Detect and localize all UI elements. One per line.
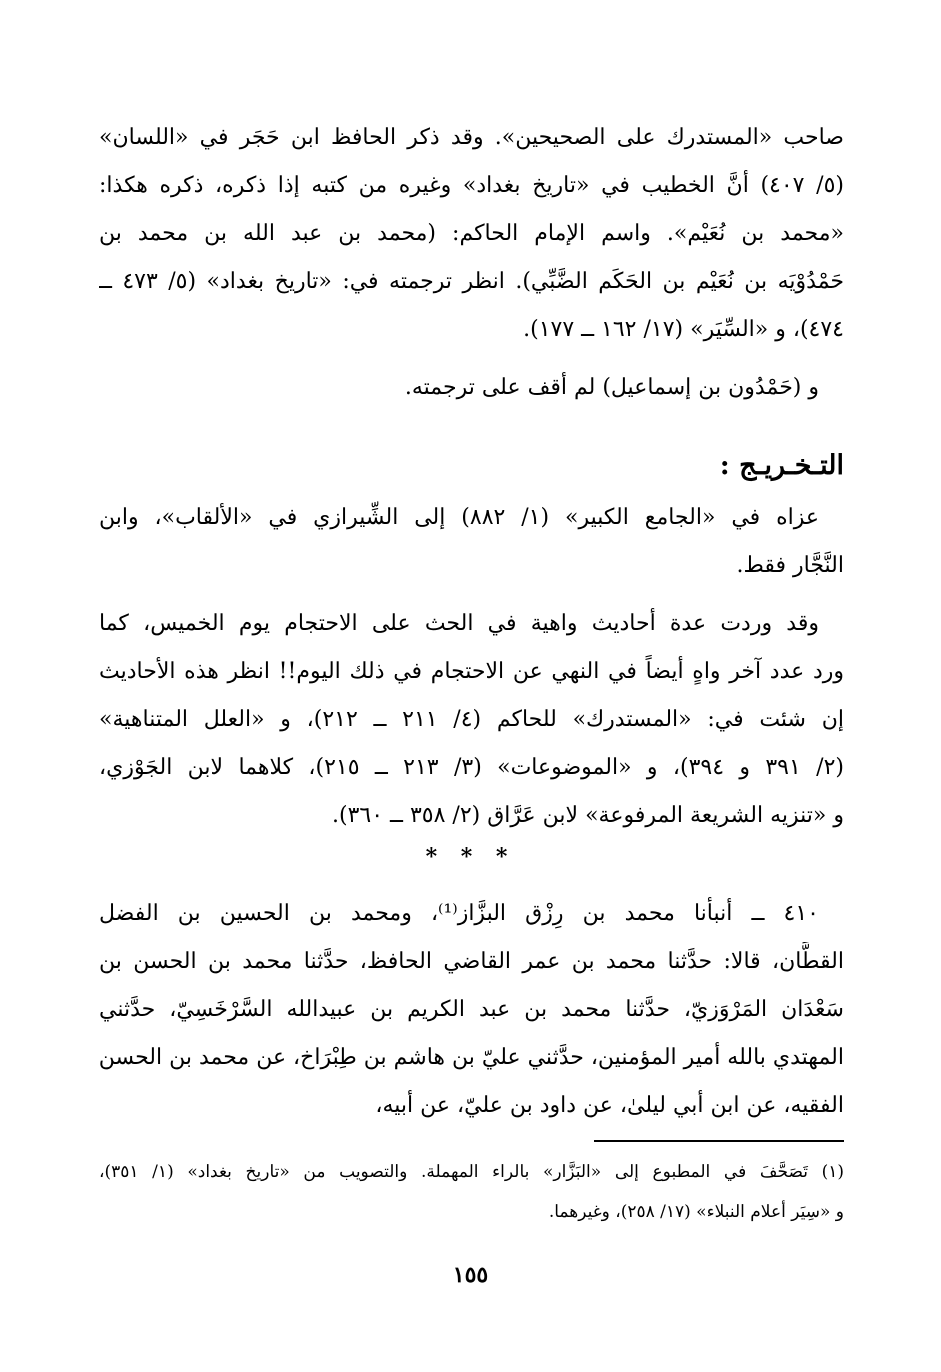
paragraph-line: و (حَمْدُون بن إسماعيل) لم أقف على ترجمته. (404, 375, 819, 400)
section-heading: التـخـريـج : (719, 450, 844, 481)
footnote-line: (١) تَصَحَّفَ في المطبوع إلى «البَزَّار» بالراء المهملة. والتصويب من «تاريخ بغداد» (١/ ٣٥١)، (99, 1162, 844, 1182)
paragraph-line: «محمد بن نُعَيْم». واسم الإمام الحاكم: (محمد بن عبد الله بن محمد بن (99, 221, 844, 246)
section-separator: * * * (425, 844, 516, 870)
paragraph-line: (٥/ ٤٠٧) أنَّ الخطيب في «تاريخ بغداد» وغيره من كتبه إذا ذكره، ذكره هكذا: (99, 173, 844, 198)
paragraph-line: الفقيه، عن ابن أبي ليلىٰ، عن داود بن عليّ، عن أبيه، (375, 1093, 844, 1118)
paragraph-line: النَّجَّار فقط. (736, 553, 844, 578)
paragraph-line: القطَّان، قالا: حدَّثنا محمد بن عمر القاضي الحافظ، حدَّثنا محمد بن الحسن بن (99, 949, 844, 974)
paragraph-line: صاحب «المستدرك على الصحيحين». وقد ذكر الحافظ ابن حَجَر في «اللسان» (99, 125, 844, 150)
footnote-divider (594, 1140, 844, 1142)
paragraph-line: عزاه في «الجامع الكبير» (١/ ٨٨٢) إلى الشِّيرازي في «الألقاب»، وابن (99, 505, 819, 530)
paragraph-line: ورد عدد آخر واهٍ أيضاً في النهي عن الاحتجام في ذلك اليوم!! انظر هذه الأحاديث (99, 659, 844, 684)
paragraph-line: وقد وردت عدة أحاديث واهية في الحث على الاحتجام يوم الخميس، كما (99, 611, 819, 636)
footnote-line: و «سِيَر أعلام النبلاء» (١٧/ ٢٥٨)، وغيرهما. (548, 1202, 844, 1222)
paragraph-line: إن شئت في: «المستدرك» للحاكم (٤/ ٢١١ ــ ٢١٢)، و «العلل المتناهية» (99, 707, 844, 732)
paragraph-line: و «تنزيه الشريعة المرفوعة» لابن عَرَّاق (٢/ ٣٥٨ ــ ٣٦٠). (332, 803, 844, 828)
paragraph-line: المهتدي بالله أمير المؤمنين، حدَّثني عليّ بن هاشم بن طِبْرَاخ، عن محمد بن الحسن (99, 1045, 844, 1070)
paragraph-line: حَمْدُوْيَه بن نُعَيْم بن الحَكَم الضَّبِّي). انظر ترجمته في: «تاريخ بغداد» (٥/ ٤٧٣ ــ (99, 269, 844, 294)
page-number: ١٥٥ (452, 1262, 489, 1288)
paragraph-line: ٤٧٤)، و «السِّيَر» (١٧/ ١٦٢ ــ ١٧٧). (523, 317, 844, 342)
paragraph-line: سَعْدَان المَرْوَزيّ، حدَّثنا محمد بن عبد الكريم بن عبيدالله السَّرْخَسِيّ، حدَّثني (99, 997, 844, 1022)
paragraph-line: ٤١٠ ــ أنبأنا محمد بن رِزْق البزَّاز⁽¹⁾، ومحمد بن الحسين بن الفضل (99, 901, 819, 926)
paragraph-line: (٢/ ٣٩١ و ٣٩٤)، و «الموضوعات» (٣/ ٢١٣ ــ ٢١٥)، كلاهما لابن الجَوْزي، (99, 755, 844, 780)
